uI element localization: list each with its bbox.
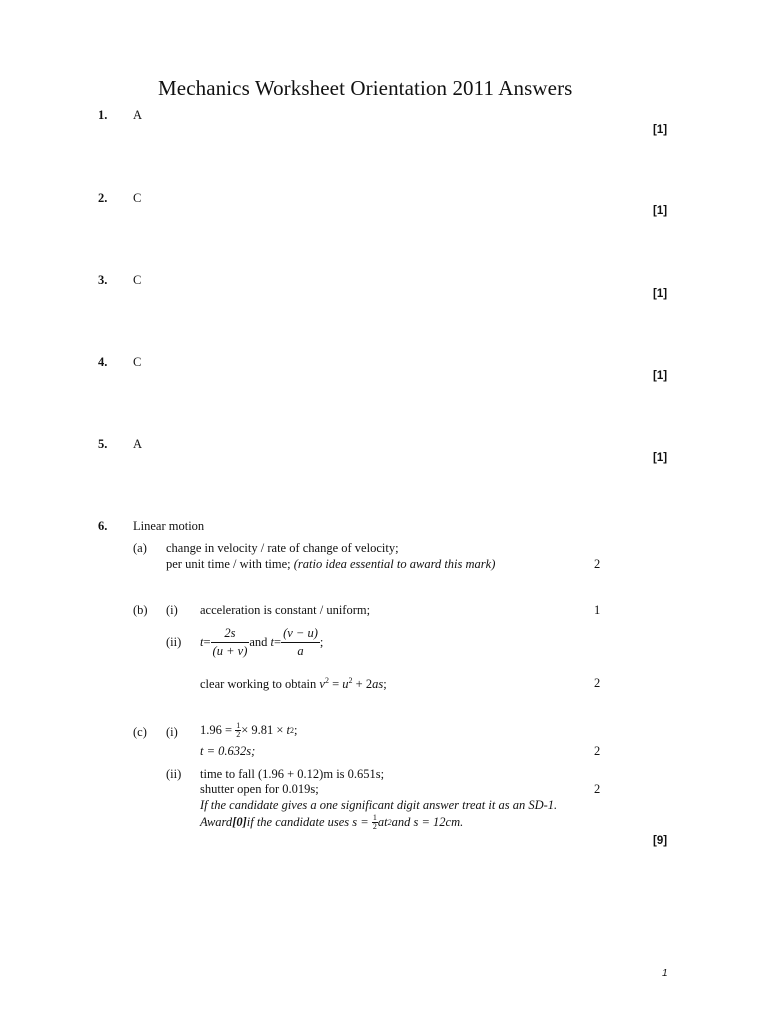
equation: 1.96 = $\frac{1}{2}$ × 9.81 × t 2 ; [200, 721, 298, 739]
marking-note: Award [0] if the candidate uses s = $\frac{1}{2}$ at 2 and s = 12cm. [200, 813, 464, 831]
mark: [1] [653, 288, 668, 300]
question-number: 4. [98, 355, 108, 369]
answer: C [133, 355, 142, 369]
mark: [1] [653, 205, 668, 217]
question-number: 2. [98, 191, 108, 205]
question-number: 5. [98, 437, 108, 451]
answer: C [133, 191, 142, 205]
subpart-label: (i) [166, 603, 178, 617]
part-label: (c) [133, 725, 147, 739]
question-number: 6. [98, 519, 108, 533]
part-marks: 2 [594, 676, 601, 690]
total-mark: [9] [653, 835, 668, 847]
marking-note: If the candidate gives a one significant digit answer treat it as an SD-1. [200, 798, 558, 812]
subpart-label: (ii) [166, 635, 182, 649]
fraction: $\frac{(v - u)}{a}$ [283, 625, 318, 658]
question-number: 3. [98, 273, 108, 287]
answer: C [133, 273, 142, 287]
answer: A [133, 108, 143, 122]
fraction-half: $\frac{1}{2}$ [372, 813, 377, 831]
marking-note: (ratio idea essential to award this mark) [293, 557, 496, 571]
subpart-label: (ii) [166, 767, 182, 781]
page-title: Mechanics Worksheet Orientation 2011 Answers [158, 76, 573, 100]
part-label: (b) [133, 603, 148, 617]
answer-line: acceleration is constant / uniform; [200, 603, 371, 617]
answer-line: clear working to obtain $v^2 = u^2 + 2as$; [200, 676, 387, 692]
mark: [1] [653, 124, 668, 136]
part-marks: 2 [594, 557, 601, 571]
answer: A [133, 437, 143, 451]
page-number: 1 [662, 968, 668, 979]
equation: t = $\frac{2s}{(u + v)}$ and t = $\frac{(v - u)}{a}$ ; [200, 625, 324, 658]
question-heading: Linear motion [133, 519, 205, 533]
answer-line: t = 0.632s; [200, 744, 256, 758]
fraction: $\frac{2s}{(u + v)}$ [212, 625, 248, 658]
mark: [1] [653, 452, 668, 464]
answer-line: shutter open for 0.019s; [200, 782, 319, 796]
fraction-half: $\frac{1}{2}$ [236, 721, 241, 739]
answer-line: per unit time / with time; (ratio idea essential to award this mark) [166, 557, 496, 571]
part-marks: 2 [594, 782, 601, 796]
answer-line: time to fall (1.96 + 0.12)m is 0.651s; [200, 767, 385, 781]
part-label: (a) [133, 541, 147, 555]
mark: [1] [653, 370, 668, 382]
part-marks: 1 [594, 603, 601, 617]
part-marks: 2 [594, 744, 601, 758]
subpart-label: (i) [166, 725, 178, 739]
question-number: 1. [98, 108, 108, 122]
answer-line: change in velocity / rate of change of velocity; [166, 541, 399, 555]
